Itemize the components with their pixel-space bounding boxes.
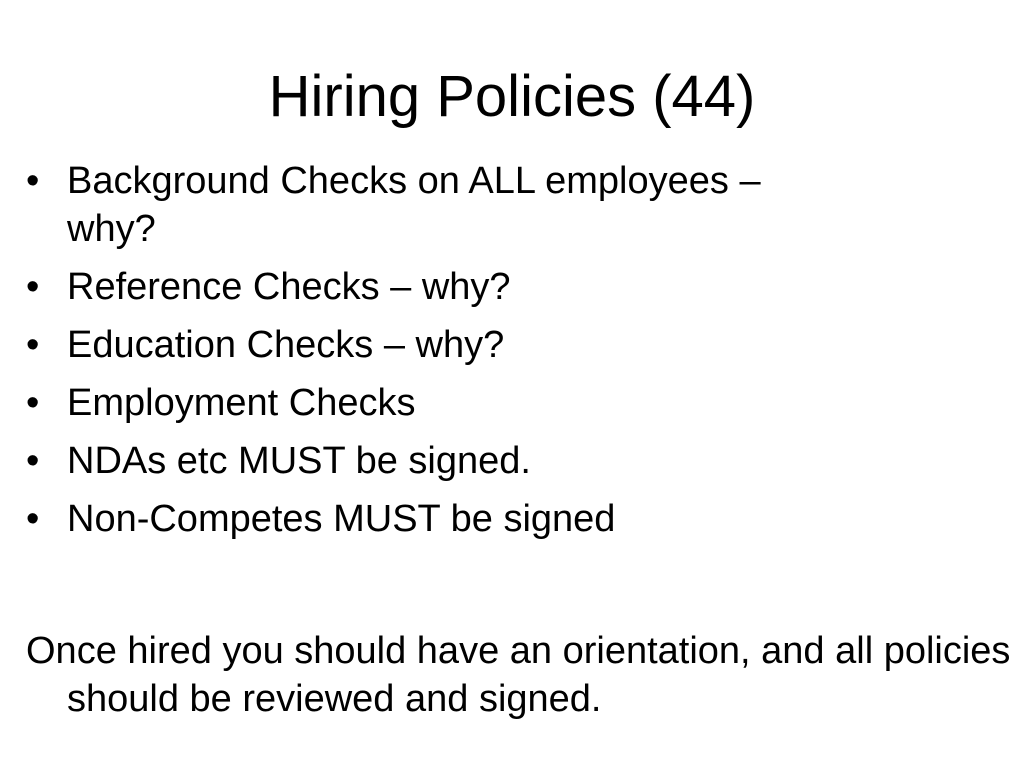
list-item [26, 263, 986, 311]
bullet-text: NDAs etc MUST be signed. [67, 440, 531, 482]
list-item [26, 157, 986, 253]
bullet-dot-icon: • [26, 440, 40, 482]
list-item [26, 495, 986, 543]
bullet-text: Background Checks on ALL employees – [67, 160, 761, 202]
bullet-dot-icon: • [26, 160, 40, 202]
bullet-text-continued: why? [67, 208, 156, 250]
bullet-text: Reference Checks – why? [67, 266, 511, 308]
bullet-list [26, 157, 986, 553]
bullet-dot-icon: • [26, 498, 40, 540]
bullet-dot-icon: • [26, 266, 40, 308]
bullet-dot-icon: • [26, 382, 40, 424]
list-item [26, 321, 986, 369]
list-item [26, 379, 986, 427]
bullet-dot-icon: • [26, 324, 40, 366]
list-item [26, 437, 986, 485]
bullet-text: Non-Competes MUST be signed [67, 498, 616, 540]
slide-title: Hiring Policies (44) [268, 64, 756, 129]
closing-paragraph: Once hired you should have an orientation, and all policies should be reviewed and signed. [26, 630, 1011, 720]
bullet-text: Education Checks – why? [67, 324, 505, 366]
bullet-text: Employment Checks [67, 382, 416, 424]
